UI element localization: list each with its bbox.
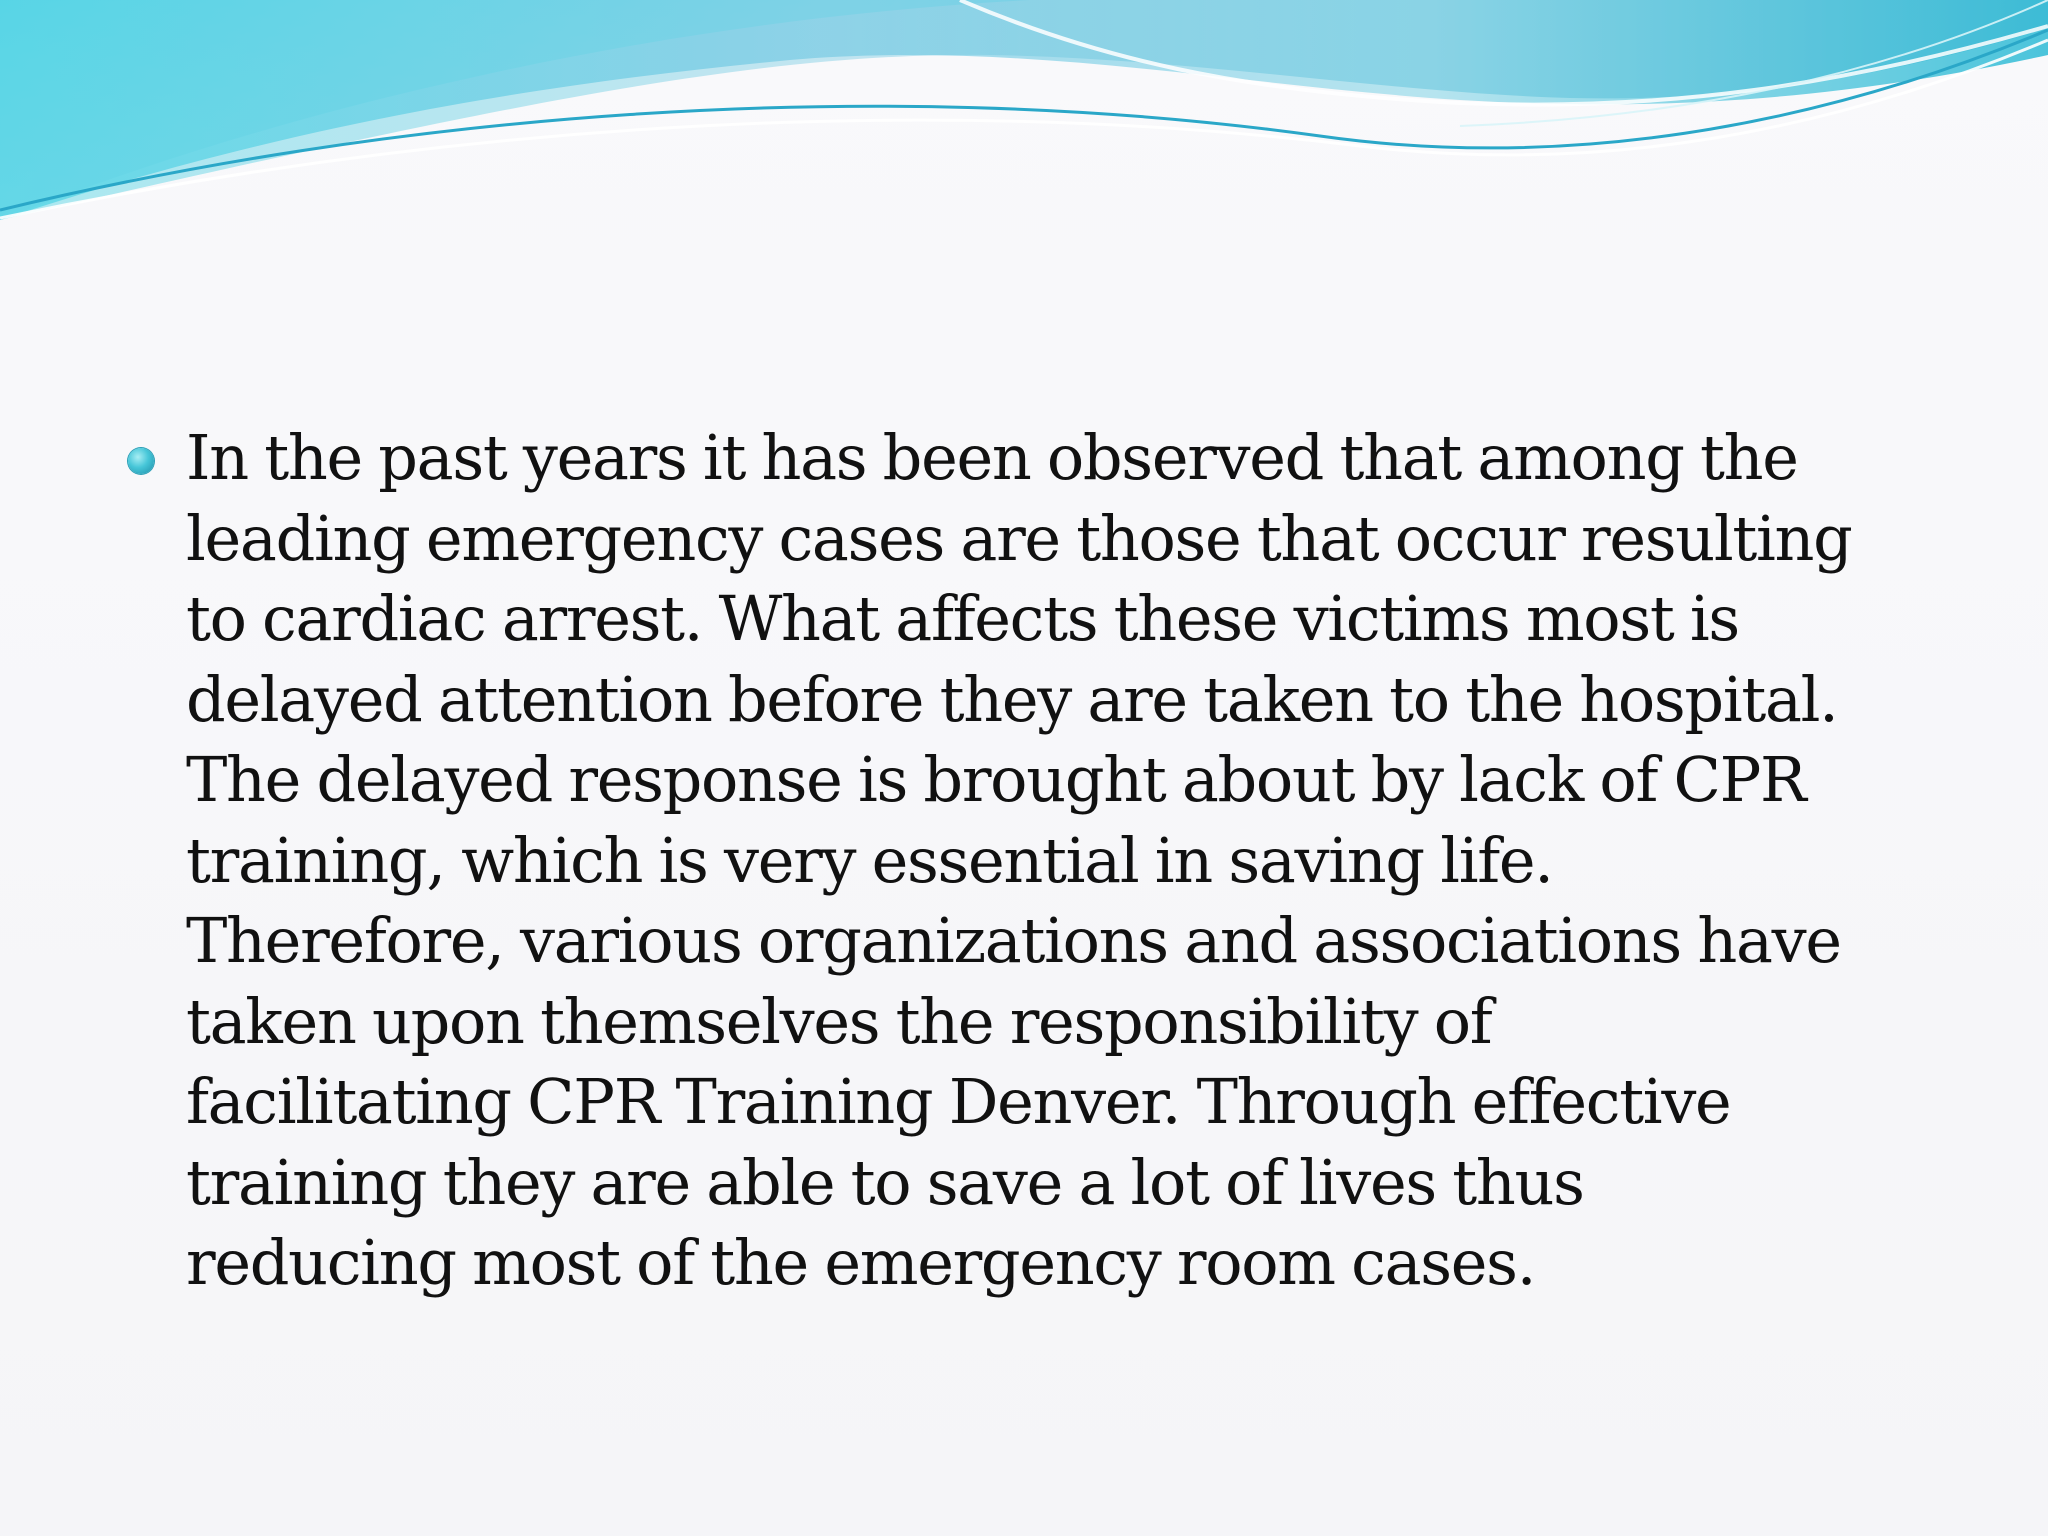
wave-decoration-icon: [0, 0, 2048, 240]
circle-bullet-icon: [128, 448, 154, 474]
bullet-text: In the past years it has been observed that among the leading emergency cases are those that occur resulting to cardiac arrest. What affects these victims most is delayed attention before they are taken to the hospital. The delayed response is brought about by lack of CPR training, which is very essential in saving life. Therefore, various organizations and associations have taken upon themselves the responsibility of facilitating CPR Training Denver. Through effective training they are able to save a lot of lives thus reducing most of the emergency room cases.: [186, 421, 1852, 1299]
bullet-item: [128, 418, 1928, 1304]
content-area: [128, 418, 1928, 1304]
